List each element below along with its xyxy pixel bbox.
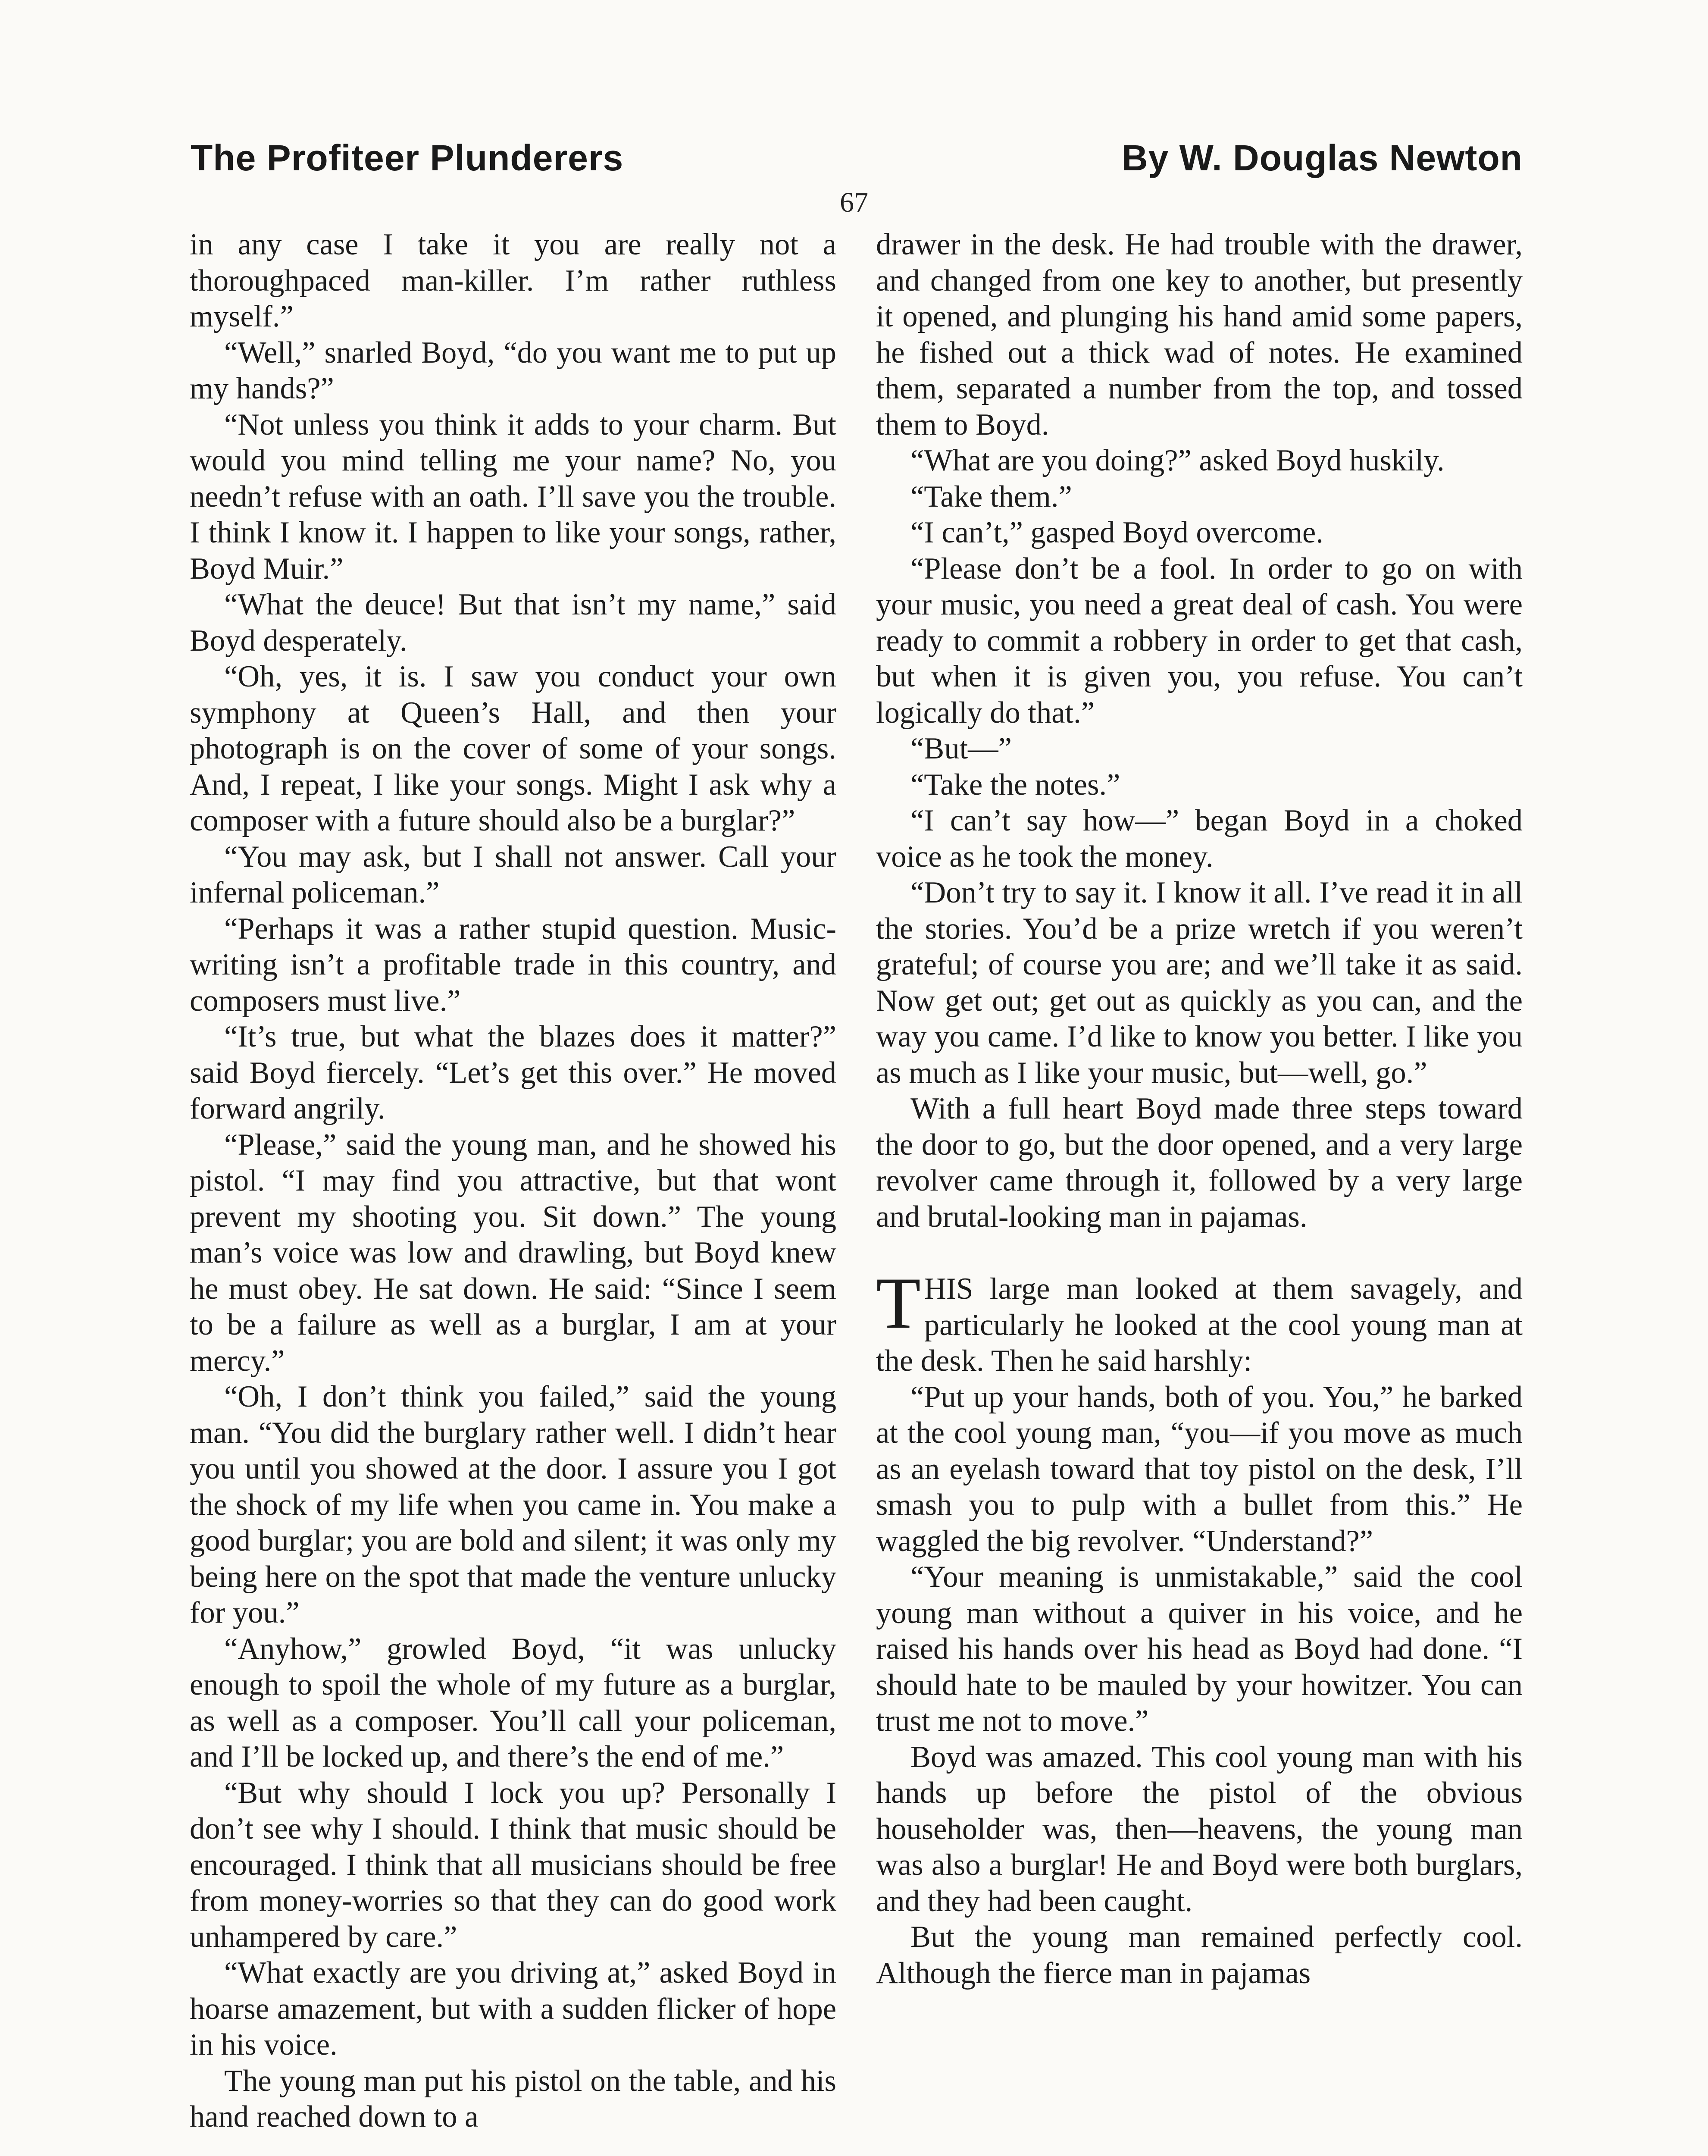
right-column [876,227,1523,1991]
paragraph: “Please,” said the young man, and he showed his pistol. “I may find you attractive, but that wont prevent my shooting you. Sit down.” The young man’s voice was low and drawling, but Boyd knew he must obey. He sat down. He said: “Since I seem to be a failure as well as a burglar, I am at your mercy.” [190,1128,836,1378]
left-column [190,227,836,2135]
paragraph: drawer in the desk. He had trouble with the drawer, and changed from one key to another, but presently it opened, and plunging his hand amid some papers, he fished out a thick wad of notes. He examined them, separated a number from the top, and tossed them to Boyd. [876,228,1523,442]
story-title: The Profiteer Plunderers [191,138,624,178]
paragraph: “Not unless you think it adds to your charm. But would you mind telling me your name? No, you needn’t refuse with an oath. I’ll save you the trouble. I think I know it. I happen to like your songs, rather, Boyd Muir.” [190,407,836,586]
paragraph: “You may ask, but I shall not answer. Call your infernal policeman.” [190,840,836,909]
paragraph: “Your meaning is unmistakable,” said the cool young man without a quiver in his voice, and he raised his hands over his head as Boyd had done. “I should hate to be mauled by your howitzer. You can trust me not to move.” [876,1560,1523,1738]
paragraph: The young man put his pistol on the table, and his hand reached down to a [190,2064,836,2134]
paragraph: “Put up your hands, both of you. You,” he barked at the cool young man, “you—if you move as much as an eyelash toward that toy pistol on the desk, I’ll smash you to pulp with a bullet from this.” He waggled the big revolver. “Understand?” [876,1380,1523,1558]
paragraph: But the young man remained perfectly cool. Although the fierce man in pajamas [876,1920,1523,1990]
paragraph: “Don’t try to say it. I know it all. I’ve read it in all the stories. You’d be a prize wretch if you weren’t grateful; of course you are; and we’ll take it as said. Now get out; get out as quickly as you can, and the way you came. I’d like to know you better. I like you as much as I like your music, but—well, go.” [876,876,1523,1090]
paragraph: “Please don’t be a fool. In order to go on with your music, you need a great deal of cash. You were ready to commit a robbery in order to get that cash, but when it is given you, you refuse. You can’t logically do that.” [876,552,1523,730]
paragraph: “Take the notes.” [910,768,1120,802]
page-number: 67 [840,187,868,218]
paragraph: “What are you doing?” asked Boyd huskily. [910,444,1445,477]
paragraph: “Oh, yes, it is. I saw you conduct your own symphony at Queen’s Hall, and then your photograph is on the cover of some of your songs. And, I repeat, I like your songs. Might I ask why a composer with a future should also be a burglar?” [190,660,836,837]
paragraph: “But why should I lock you up? Personally I don’t see why I should. I think that music should be encouraged. I think that all musicians should be free from money-worries so that they can do good work unhampered by care.” [190,1776,836,1954]
paragraph: With a full heart Boyd made three steps toward the door to go, but the door opened, and a very large revolver came through it, followed by a very large and brutal-looking man in pajamas. [876,1092,1523,1234]
paragraph: “Oh, I don’t think you failed,” said the young man. “You did the burglary rather well. I didn’t hear you until you showed at the door. I assure you I got the shock of my life when you came in. You make a good burglar; you are bold and silent; it was only my being here on the spot that made the venture unlucky for you.” [190,1380,836,1630]
paragraph: “But—” [910,732,1012,765]
paragraph: in any case I take it you are really not a thoroughpaced man-killer. I’m rather ruthless myself.” [190,228,836,333]
paragraph: “What exactly are you driving at,” asked Boyd in hoarse amazement, but with a sudden flicker of hope in his voice. [190,1956,836,2062]
paragraph: “It’s true, but what the blazes does it matter?” said Boyd fiercely. “Let’s get this over.” He moved forward angrily. [190,1020,836,1125]
section-opening-text: HIS large man looked at them savagely, and particularly he looked at the cool young man at the desk. Then he said harshly: [876,1272,1523,1378]
author-byline: By W. Douglas Newton [1121,138,1523,178]
section-opening-paragraph [876,1263,1523,1379]
paragraph: “What the deuce! But that isn’t my name,” said Boyd desperately. [190,588,836,658]
paragraph: “Take them.” [910,479,1072,514]
paragraph: “I can’t say how—” began Boyd in a choked voice as he took the money. [876,804,1523,874]
paragraph: Boyd was amazed. This cool young man with his hands up before the pistol of the obvious householder was, then—heavens, the young man was also a burglar! He and Boyd were both burglars, and they had been caught. [876,1740,1523,1918]
paragraph: “Perhaps it was a rather stupid question. Music-writing isn’t a profitable trade in this country, and composers must live.” [190,912,836,1018]
running-head [191,137,1523,179]
drop-cap: T [876,1263,921,1344]
paragraph: “I can’t,” gasped Boyd overcome. [910,516,1323,549]
paragraph: “Anyhow,” growled Boyd, “it was unlucky enough to spoil the whole of my future as a burglar, as well as a composer. You’ll call your policeman, and I’ll be locked up, and there’s the end of me.” [190,1632,836,1774]
paragraph: “Well,” snarled Boyd, “do you want me to put up my hands?” [190,335,836,405]
